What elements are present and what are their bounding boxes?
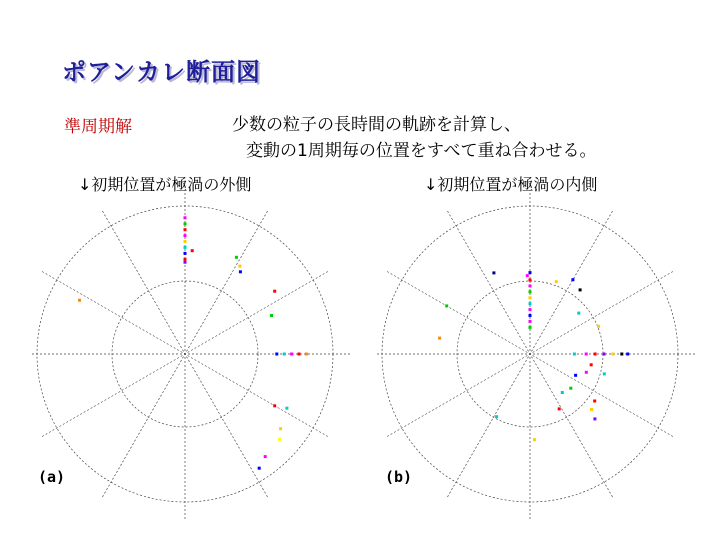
data-point <box>184 246 187 249</box>
data-point <box>555 280 558 283</box>
data-point <box>279 427 282 430</box>
data-point <box>569 387 572 390</box>
data-point <box>529 290 532 293</box>
slide-title: ポアンカレ断面図 <box>62 58 262 86</box>
data-point <box>603 372 606 375</box>
data-point <box>184 234 187 237</box>
data-point <box>529 279 532 282</box>
data-point <box>184 222 187 225</box>
data-point <box>278 438 281 441</box>
data-point <box>78 299 81 302</box>
data-point <box>620 353 623 356</box>
data-point <box>184 216 187 219</box>
data-point <box>590 408 593 411</box>
description <box>232 112 596 164</box>
data-point <box>238 265 241 268</box>
caption-panel-a: ↓初期位置が極渦の外側 <box>78 175 252 194</box>
data-point <box>235 256 238 259</box>
data-point <box>298 353 301 356</box>
data-point <box>283 353 286 356</box>
data-point <box>184 261 187 264</box>
data-point <box>184 258 187 261</box>
data-point <box>603 353 606 356</box>
data-point <box>529 314 532 317</box>
data-point <box>526 274 529 277</box>
data-point <box>270 314 273 317</box>
data-point <box>585 353 588 356</box>
data-point <box>529 271 532 274</box>
data-point <box>184 240 187 243</box>
data-point <box>529 284 532 287</box>
data-point <box>577 312 580 315</box>
data-point <box>529 308 532 311</box>
data-point <box>285 407 288 410</box>
data-point <box>273 404 276 407</box>
data-point <box>611 353 614 356</box>
data-point <box>184 228 187 231</box>
data-point <box>626 353 629 356</box>
data-point <box>529 320 532 323</box>
data-point <box>579 288 582 291</box>
data-point <box>533 438 536 441</box>
poincare-plot-b <box>375 190 695 520</box>
data-point <box>438 337 441 340</box>
panel-label-b: (b) <box>385 468 413 486</box>
description-line-2: 変動の1周期毎の位置をすべて重ね合わせる。 <box>246 141 597 161</box>
data-point <box>585 371 588 374</box>
data-point <box>558 407 561 410</box>
data-point <box>593 400 596 403</box>
polar-grid-b <box>375 190 695 519</box>
data-point <box>495 415 498 418</box>
data-point <box>529 302 532 305</box>
caption-panel-b: ↓初期位置が極渦の内側 <box>424 175 598 194</box>
data-point <box>264 455 267 458</box>
data-point <box>305 353 308 356</box>
description-line-1: 少数の粒子の長時間の軌跡を計算し、 <box>232 115 521 135</box>
data-point <box>290 353 293 356</box>
poincare-plot-a <box>30 190 350 520</box>
data-point <box>573 353 576 356</box>
data-point <box>594 353 597 356</box>
data-point <box>590 363 593 366</box>
data-point <box>275 353 278 356</box>
polar-grid-a <box>30 190 350 519</box>
data-point <box>593 417 596 420</box>
data-point <box>571 278 574 281</box>
solution-type-label: 準周期解 <box>64 117 132 137</box>
data-point <box>529 296 532 299</box>
data-point <box>529 326 532 329</box>
data-point <box>597 325 600 328</box>
data-point <box>191 249 194 252</box>
data-point <box>561 391 564 394</box>
panel-label-a: (a) <box>38 468 66 486</box>
data-point <box>184 252 187 255</box>
data-point <box>239 270 242 273</box>
data-point <box>273 290 276 293</box>
data-point <box>574 374 577 377</box>
data-point <box>445 304 448 307</box>
data-point <box>492 271 495 274</box>
data-point <box>258 467 261 470</box>
